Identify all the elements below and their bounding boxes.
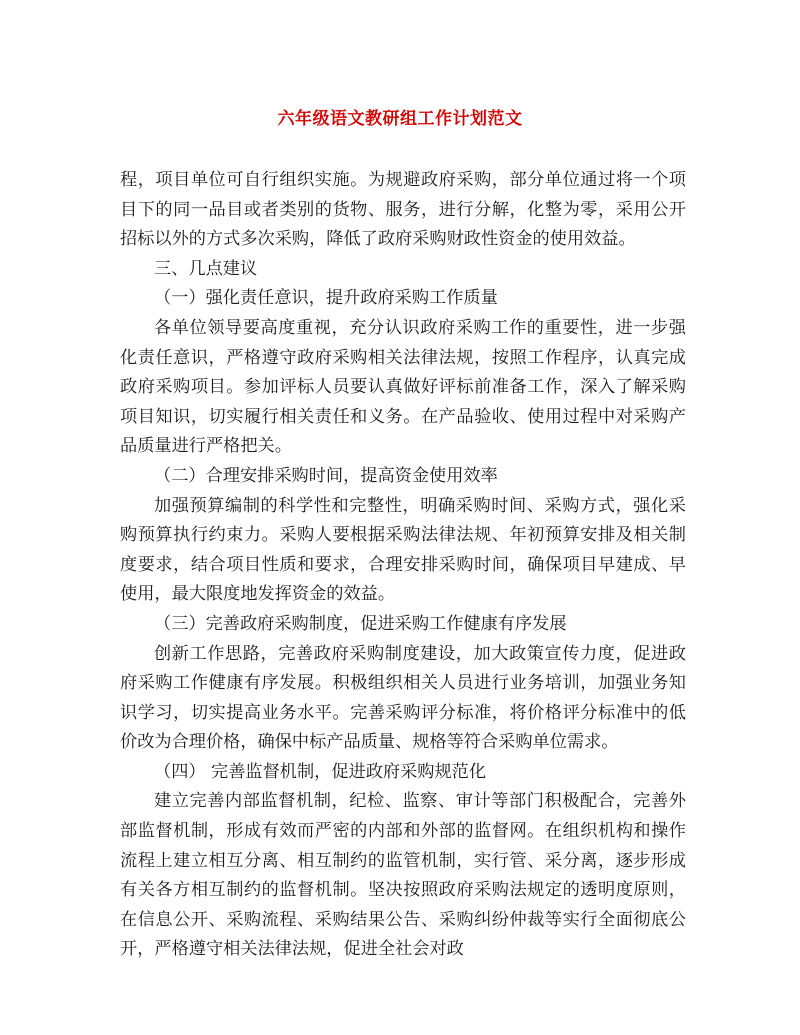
document-title: 六年级语文教研组工作计划范文 [277,109,523,129]
section-heading-suggestions: 三、几点建议 [154,258,258,279]
subheading-3: （三）完善政府采购制度，促进采购工作健康有序发展 [154,613,567,634]
paragraph-3: 创新工作思路，完善政府采购制度建设，加大政策宣传力度，促进政府采购工作健康有序发展。积极组织相关人员进行业务培训，加强业务知识学习，切实提高业务水平。完善采购评分标准，将价格评分标准中的低价改为合理价格，确保中标产品质量、规格等符合采购单位需求。 [120,643,686,753]
subheading-4: （四） 完善监督机制，促进政府采购规范化 [154,761,487,782]
subheading-1: （一）强化责任意识，提升政府采购工作质量 [154,288,498,309]
document-body [120,166,686,965]
paragraph-4: 建立完善内部监督机制，纪检、监察、审计等部门积极配合，完善外部监督机制，形成有效而严密的内部和外部的监督网。在组织机构和操作流程上建立相互分离、相互制约的监管机制，实行管、采分离，逐步形成有关各方相互制约的监督机制。坚决按照政府采购法规定的透明度原则，在信息公开、采购流程、采购结果公告、采购纠纷仲裁等实行全面彻底公开，严格遵守相关法律法规，促进全社会对政 [120,791,686,960]
paragraph-2: 加强预算编制的科学性和完整性，明确采购时间、采购方式，强化采购预算执行约束力。采购人要根据采购法律法规、年初预算安排及相关制度要求，结合项目性质和要求，合理安排采购时间，确保项目早建成、早使用，最大限度地发挥资金的效益。 [120,495,686,605]
subheading-2: （二）合理安排采购时间，提高资金使用效率 [154,465,498,486]
paragraph-1: 各单位领导要高度重视，充分认识政府采购工作的重要性，进一步强化责任意识，严格遵守政府采购相关法律法规，按照工作程序，认真完成政府采购项目。参加评标人员要认真做好评标前准备工作，深入了解采购项目知识，切实履行相关责任和义务。在产品验收、使用过程中对采购产品质量进行严格把关。 [120,317,686,457]
paragraph-continuation: 程，项目单位可自行组织实施。为规避政府采购，部分单位通过将一个项目下的同一品目或者类别的货物、服务，进行分解，化整为零，采用公开招标以外的方式多次采购，降低了政府采购财政性资金的使用效益。 [120,170,686,250]
